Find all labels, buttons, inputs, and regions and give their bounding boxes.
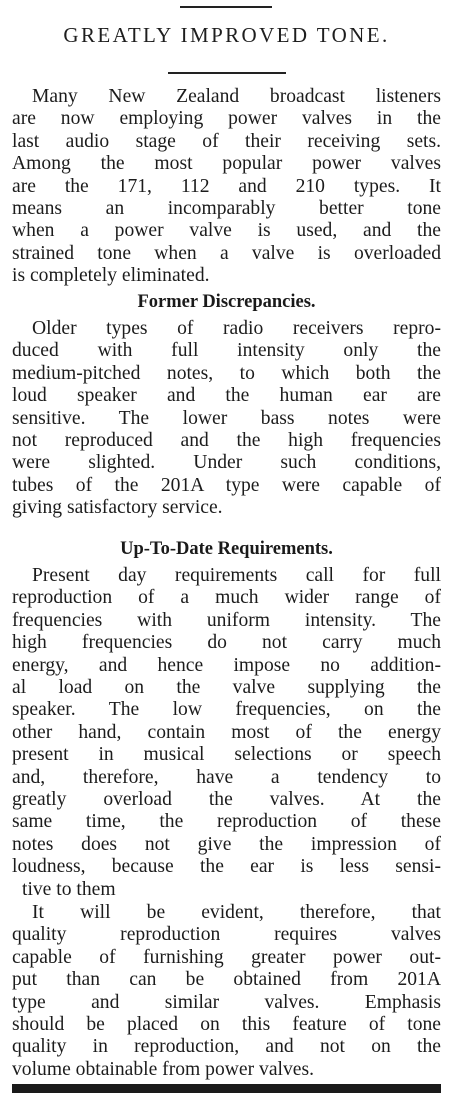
section1-paragraph xyxy=(12,318,441,520)
section3-line: It will be evident, therefore, that xyxy=(32,902,441,923)
section2-line: loudness, because the ear is less sensi- xyxy=(12,856,441,878)
section2-line: reproduction of a much wider range of xyxy=(12,587,441,609)
section2-line: Present day requirements call for full xyxy=(32,565,441,586)
section1-line: sensitive. The lower bass notes were xyxy=(12,407,441,429)
section2-line: other hand, contain most of the energy xyxy=(12,721,441,743)
intro-line: are now employing power valves in the xyxy=(12,108,441,130)
intro-paragraph xyxy=(12,86,441,288)
section2-line: al load on the valve supplying the xyxy=(12,677,441,699)
section1-line: loud speaker and the human ear are xyxy=(12,385,441,407)
section3-line: put than can be obtained from 201A xyxy=(12,969,441,991)
section2-line: same time, the reproduction of these xyxy=(12,811,441,833)
section2-paragraph xyxy=(12,565,441,901)
intro-line: when a power valve is used, and the xyxy=(12,220,441,242)
section2-line: notes does not give the impression of xyxy=(12,833,441,855)
section1-line: giving satisfactory service. xyxy=(12,497,223,519)
section-heading-former-discrepancies: Former Discrepancies. xyxy=(137,292,316,312)
intro-line: are the 171, 112 and 210 types. It xyxy=(12,175,441,197)
section1-line: medium-pitched notes, to which both the xyxy=(12,362,441,384)
section1-line: tubes of the 201A type were capable of xyxy=(12,474,441,496)
top-rule xyxy=(180,6,272,8)
bottom-rule xyxy=(12,1084,441,1093)
section-heading-up-to-date-requirements: Up-To-Date Requirements. xyxy=(120,539,333,559)
section3-line: quality in reproduction, and not on the xyxy=(12,1036,441,1058)
section3-line: should be placed on this feature of tone xyxy=(12,1014,441,1036)
intro-line: last audio stage of their receiving sets. xyxy=(12,130,441,152)
headline-rule xyxy=(168,72,286,74)
section1-line: not reproduced and the high frequencies xyxy=(12,430,441,452)
article-headline: GREATLY IMPROVED TONE. xyxy=(63,23,390,47)
section3-line: type and similar valves. Emphasis xyxy=(12,991,441,1013)
section2-line: energy, and hence impose no addition- xyxy=(12,654,441,676)
section2-line: and, therefore, have a tendency to xyxy=(12,766,441,788)
section3-line: capable of furnishing greater power out- xyxy=(12,946,441,968)
section2-line: tive to them xyxy=(22,878,116,900)
section2-line: greatly overload the valves. At the xyxy=(12,789,441,811)
section3-paragraph xyxy=(12,902,441,1081)
intro-line: means an incomparably better tone xyxy=(12,198,441,220)
intro-line: Among the most popular power valves xyxy=(12,153,441,175)
section2-line: present in musical selections or speech xyxy=(12,744,441,766)
intro-line: strained tone when a valve is overloaded xyxy=(12,242,441,264)
section2-line: frequencies with uniform intensity. The xyxy=(12,609,441,631)
section1-line: Older types of radio receivers repro- xyxy=(32,318,441,339)
section2-line: speaker. The low frequencies, on the xyxy=(12,699,441,721)
section1-line: duced with full intensity only the xyxy=(12,340,441,362)
section2-line: high frequencies do not carry much xyxy=(12,632,441,654)
section3-line: volume obtainable from power valves. xyxy=(12,1058,314,1080)
intro-line: Many New Zealand broadcast listeners xyxy=(32,86,441,107)
section3-line: quality reproduction requires valves xyxy=(12,924,441,946)
intro-line: is completely eliminated. xyxy=(12,265,210,287)
section1-line: were slighted. Under such conditions, xyxy=(12,452,441,474)
